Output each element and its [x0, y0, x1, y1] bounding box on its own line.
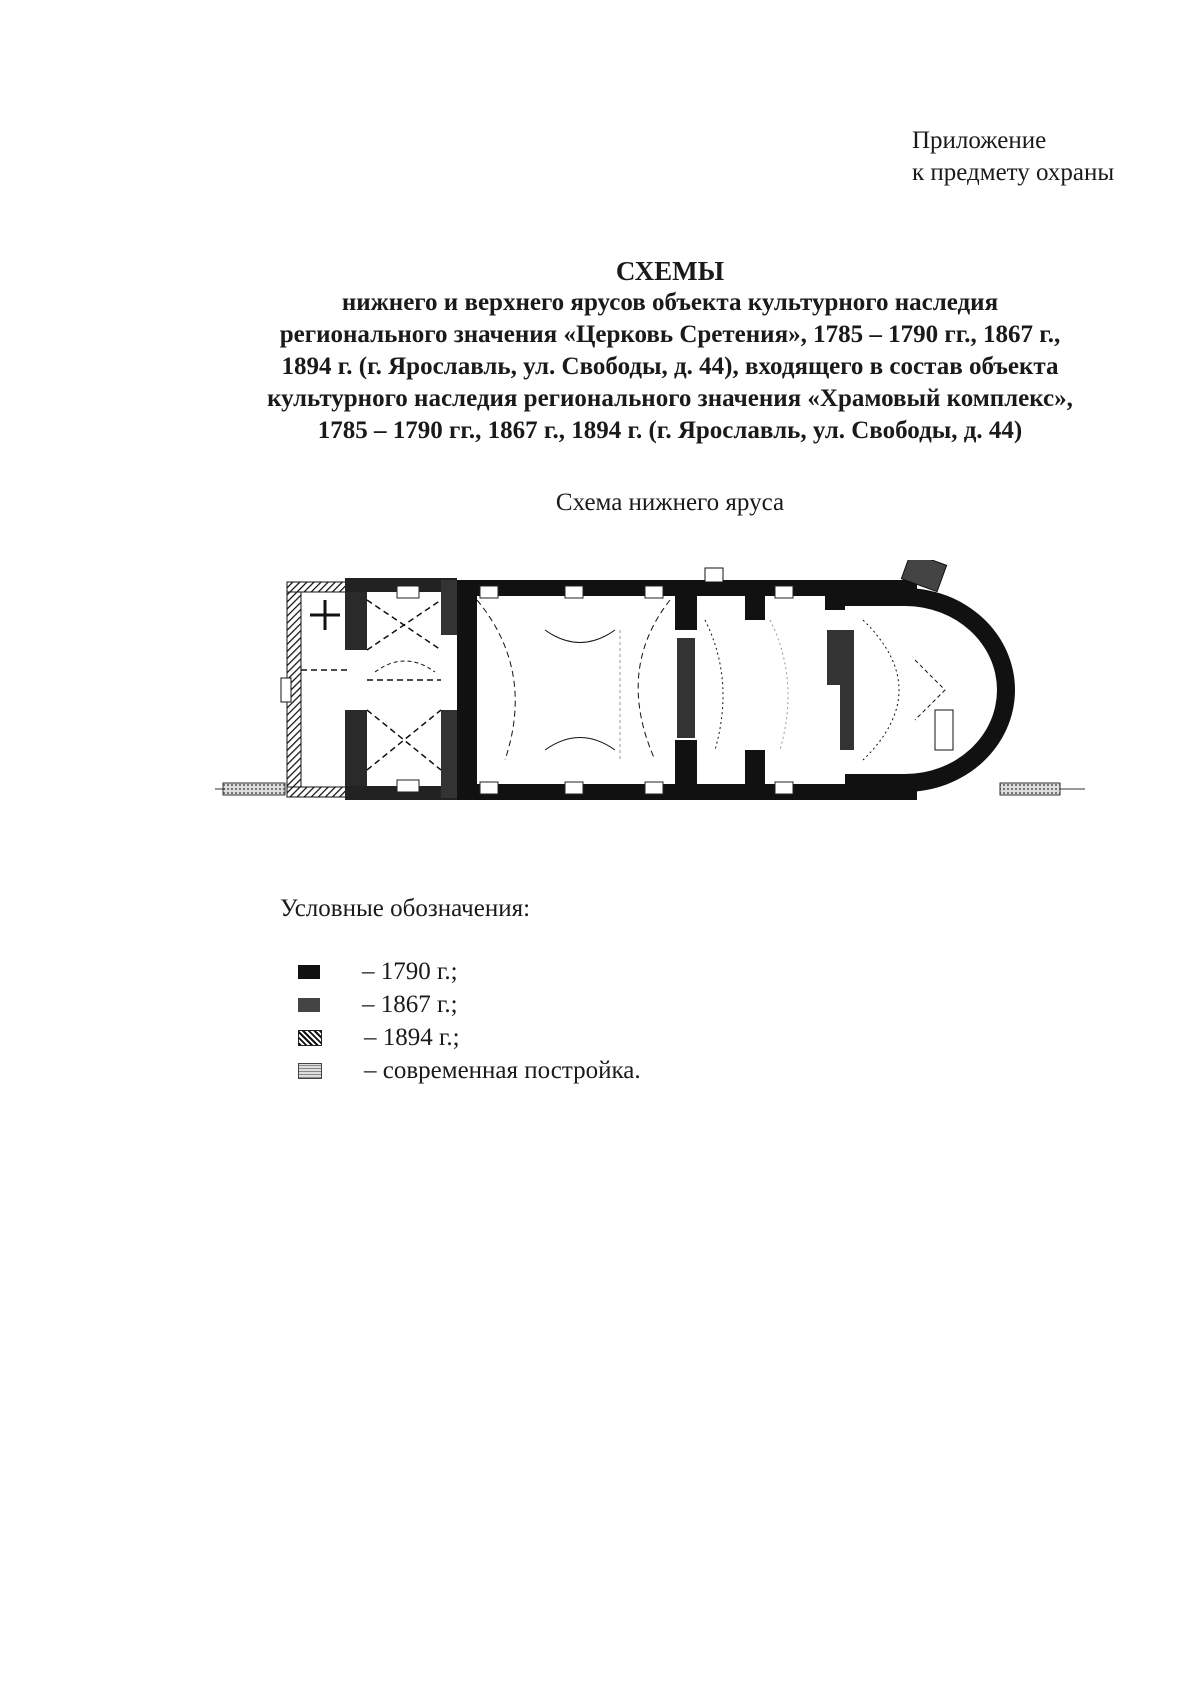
legend-label-1867: – 1867 г.; — [362, 990, 458, 1018]
appendix-note — [912, 125, 1114, 189]
title-line-4: культурного наследия регионального значения «Храмовый комплекс», — [267, 385, 1073, 412]
title-line-3: 1894 г. (г. Ярославль, ул. Свободы, д. 44), входящего в состав объекта — [281, 353, 1059, 380]
modern-annex-right — [1000, 783, 1060, 795]
floor-plan-drawing — [215, 560, 1095, 865]
legend-label-1790: – 1790 г.; — [362, 957, 458, 985]
title-line-5: 1785 – 1790 гг., 1867 г., 1894 г. (г. Ярославль, ул. Свободы, д. 44) — [317, 417, 1023, 444]
legend-label-modern: – современная постройка. — [364, 1056, 641, 1084]
legend-label-1894: – 1894 г.; — [364, 1023, 460, 1051]
legend-swatch-1867 — [298, 998, 320, 1012]
plan-subtitle: Схема нижнего яруса — [555, 489, 785, 516]
legend-item-1867 — [298, 988, 641, 1021]
legend — [298, 955, 641, 1087]
legend-item-1790 — [298, 955, 641, 988]
modern-annex-left — [223, 783, 285, 795]
appendix-line-1: Приложение — [912, 127, 1047, 154]
legend-title: Условные обозначения: — [280, 895, 531, 922]
legend-swatch-modern — [298, 1063, 322, 1079]
church-1790 — [457, 560, 1015, 800]
legend-swatch-1790 — [298, 965, 320, 979]
legend-swatch-1894 — [298, 1030, 322, 1046]
refectory-1867 — [345, 578, 463, 800]
legend-item-1894 — [298, 1021, 641, 1054]
title-main: СХЕМЫ — [615, 256, 725, 286]
legend-item-modern — [298, 1054, 641, 1087]
title-line-1: нижнего и верхнего ярусов объекта культурного наследия — [341, 289, 999, 316]
vestibule-1894 — [281, 582, 347, 797]
document-title — [190, 255, 1150, 447]
appendix-line-2: к предмету охраны — [912, 159, 1115, 186]
title-line-2: регионального значения «Церковь Сретения», 1785 – 1790 гг., 1867 г., — [279, 321, 1061, 348]
